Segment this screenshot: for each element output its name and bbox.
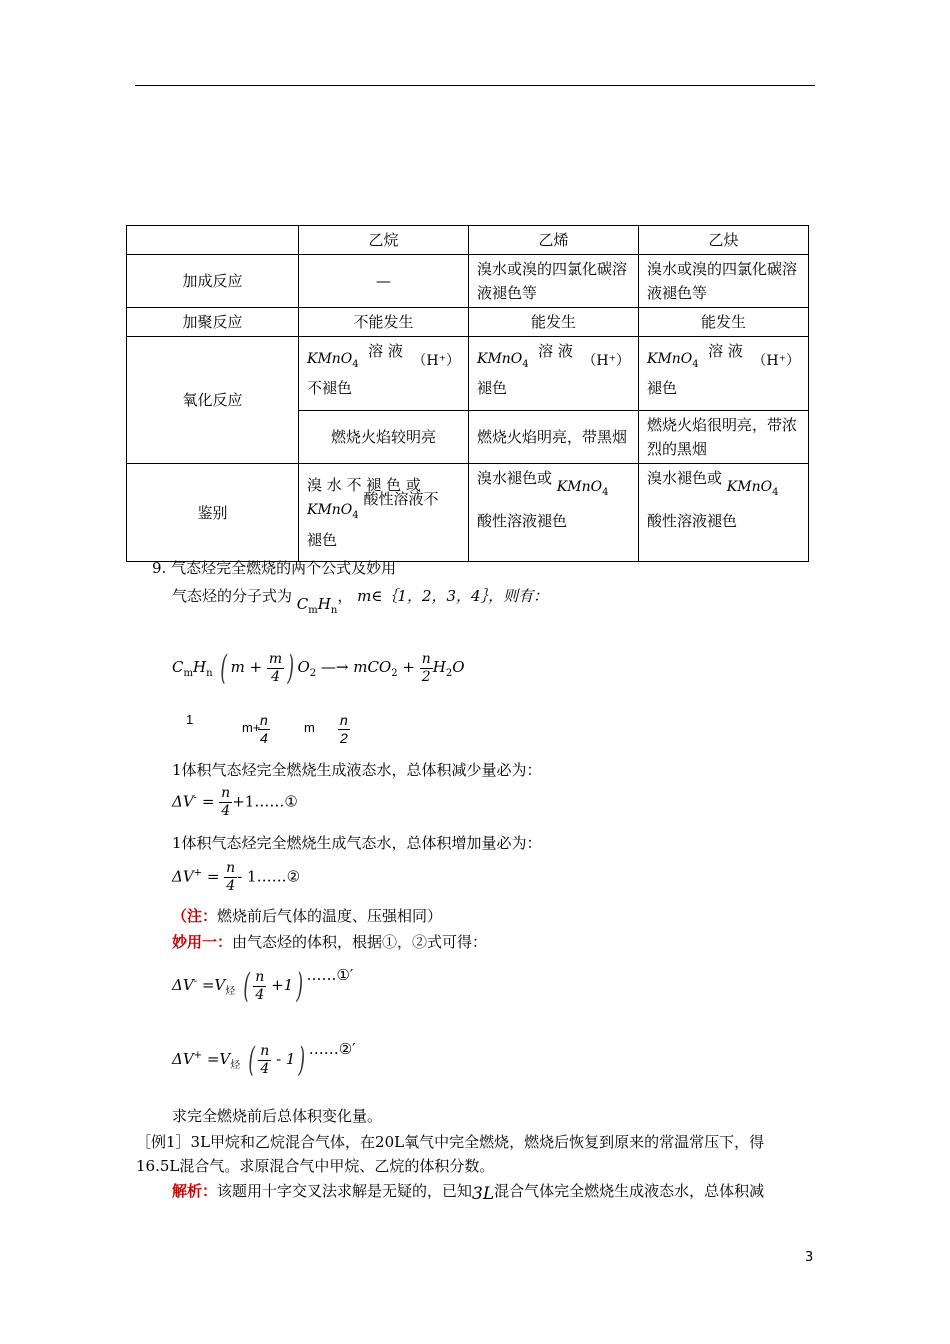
gas-water-text: 1体积气态烃完全燃烧生成气态水，总体积增加量必为： — [172, 834, 542, 852]
header-ethene: 乙烯 — [469, 226, 639, 255]
example-line-1: ［例1］3L甲烷和乙烷混合气体，在20L氧气中完全燃烧，燃烧后恢复到原来的常温常压下，得 — [136, 1133, 765, 1151]
header-rule — [135, 85, 815, 86]
example-line-2: 16.5L混合气。求原混合气中甲烷、乙烷的体积分数。 — [136, 1157, 495, 1175]
analysis-line: 解析：该题用十字交叉法求解是无疑的，已知3L混合气体完全燃烧生成液态水，总体积减 — [172, 1182, 765, 1204]
section-title: 9. 气态烃完全燃烧的两个公式及妙用 — [152, 559, 397, 577]
page-number: 3 — [805, 1250, 814, 1265]
summary-line: 求完全燃烧前后总体积变化量。 — [172, 1107, 383, 1125]
coefficient-row: 1 m+ $\frac{n}{4}$ m $\frac{n}{2}$ — [186, 712, 348, 746]
equation-4: $\Delta V^+ =V_烃$ ( $\frac{n}{4}$ - 1) ……②′ — [172, 1040, 356, 1080]
oxidation-row: 氧化反应 KMnO$_4$ 溶 液 （H⁺） 不褪色 KMnO$_4$ 溶 液 （H⁺） 褪色 KMnO$_4$ 溶 液 （H⁺） 褪色 — [127, 337, 809, 411]
identify-row: 鉴别 溴 水 不 褪 色 或 KMnO$_4$ 酸性溶液不 褪色 溴水褪色或 KMnO$_4$ 酸性溶液褪色 溴水褪色或 KMnO$_4$ 酸性溶液褪色 — [127, 464, 809, 562]
equation-2: ΔV+ = $\frac{n}{4}$ - 1……② — [172, 860, 301, 894]
header-ethane: 乙烷 — [299, 226, 469, 255]
note-line: （注：燃烧前后气体的温度、压强相同） — [172, 907, 443, 925]
addition-row: 加成反应 — 溴水或溴的四氯化碳溶液褪色等 溴水或溴的四氯化碳溶液褪色等 — [127, 255, 809, 308]
usage-line: 妙用一：由气态烃的体积，根据①，②式可得： — [172, 933, 488, 951]
polymer-row: 加聚反应 不能发生 能发生 能发生 — [127, 308, 809, 337]
burning-row: 燃烧火焰较明亮 燃烧火焰明亮，带黑烟 燃烧火焰很明亮，带浓烈的黑烟 — [127, 411, 809, 464]
formula-intro: 气态烃的分子式为 $C_mH_n$， m∈｛1，2，3，4｝，则有： — [172, 587, 549, 616]
header-ethyne: 乙炔 — [639, 226, 809, 255]
table-header-row — [127, 226, 809, 255]
equation-3: $\Delta V^- =V_烃$ ( $\frac{n}{4}$ +1) ……①′ — [172, 966, 354, 1006]
liquid-water-text: 1体积气态烃完全燃烧生成液态水，总体积减少量必为： — [172, 761, 542, 779]
combustion-equation: $C_mH_n$ ( m + $\frac{m}{4}$ ) $O_2$ —→ mCO$_2$ + $\frac{n}{2}$ $H_2O$ — [172, 648, 465, 688]
comparison-table — [126, 225, 809, 562]
equation-1: ΔV- = $\frac{n}{4}$ +1……① — [172, 785, 298, 819]
